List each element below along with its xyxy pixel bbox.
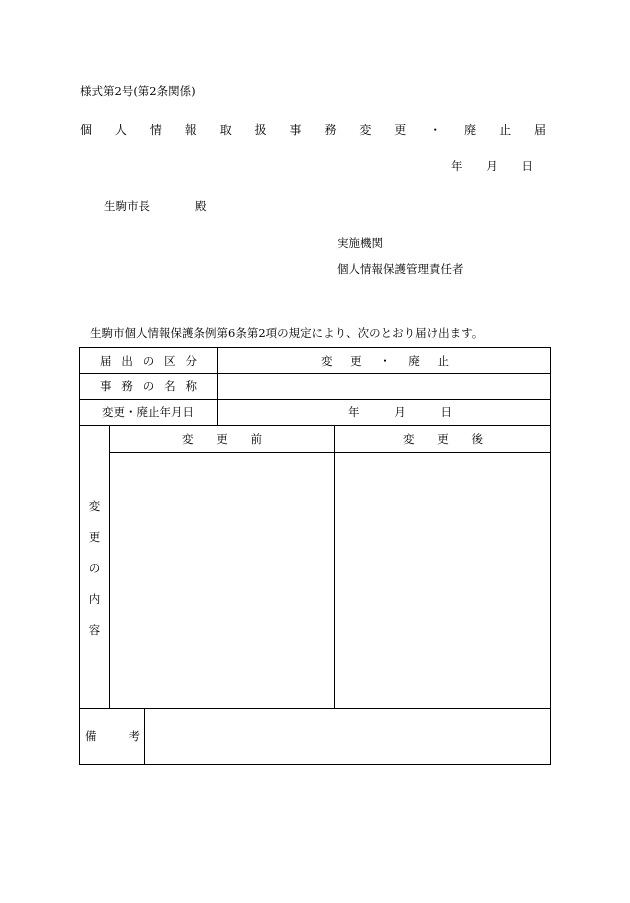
date-month-label: 月 xyxy=(486,159,498,173)
change-date-month: 月 xyxy=(394,405,406,419)
submission-type-label-char: 出 xyxy=(121,353,133,368)
change-content-label-char: 内 xyxy=(88,592,101,606)
affair-name-label xyxy=(100,373,197,399)
submission-type-label-char: の xyxy=(142,353,155,368)
affair-name-label-char: 事 xyxy=(100,379,112,393)
submission-type-value-char: 廃 xyxy=(408,353,420,368)
form-title-char: ・ xyxy=(429,123,442,137)
submission-type-value[interactable] xyxy=(321,348,449,373)
form-table xyxy=(79,347,551,765)
submission-type-label-char: 分 xyxy=(185,353,197,368)
form-number: 様式第2号(第2条関係) xyxy=(80,84,196,98)
addressee-name: 生駒市長 xyxy=(104,199,150,213)
remarks-label-char: 考 xyxy=(128,729,140,743)
form-title xyxy=(80,121,546,138)
change-content-label-char: 変 xyxy=(88,499,101,513)
form-title-char: 届 xyxy=(533,123,546,137)
form-title-char: 個 xyxy=(80,123,93,137)
change-date-day: 日 xyxy=(440,405,452,419)
remarks-label-char: 備 xyxy=(85,729,97,743)
sender-responsible-person: 個人情報保護管理責任者 xyxy=(337,262,464,276)
after-change-field[interactable] xyxy=(335,453,549,707)
change-content-label xyxy=(80,498,109,638)
after-change-header-char: 後 xyxy=(471,431,483,446)
submission-type-value-char: 更 xyxy=(350,353,362,368)
change-date-field[interactable] xyxy=(348,399,452,425)
table-rule xyxy=(217,348,218,425)
submission-type-value-char: ・ xyxy=(379,353,391,368)
form-title-char: 取 xyxy=(219,123,232,137)
submission-type-value-char: 止 xyxy=(437,353,449,368)
change-date-label: 変更・廃止年月日 xyxy=(102,405,194,419)
before-change-header-char: 前 xyxy=(250,431,262,446)
before-change-field[interactable] xyxy=(110,453,333,707)
form-title-char: 報 xyxy=(184,123,197,137)
affair-name-label-char: 称 xyxy=(185,379,197,393)
submission-type-label xyxy=(100,348,197,373)
intro-text: 生駒市個人情報保護条例第6条第2項の規定により、次のとおり届け出ます。 xyxy=(90,326,484,340)
date-year-label: 年 xyxy=(451,159,463,173)
form-title-char: 更 xyxy=(394,123,407,137)
submission-type-label-char: 区 xyxy=(164,353,176,368)
change-date-year: 年 xyxy=(348,405,360,419)
before-change-header-char: 変 xyxy=(182,431,194,446)
after-change-header-char: 変 xyxy=(403,431,415,446)
date-line xyxy=(451,158,533,174)
date-day-label: 日 xyxy=(521,159,533,173)
form-title-char: 廃 xyxy=(464,123,477,137)
form-title-char: 扱 xyxy=(254,123,267,137)
remarks-label xyxy=(85,708,140,764)
sender-organization: 実施機関 xyxy=(337,236,383,250)
table-rule xyxy=(144,708,145,764)
submission-type-value-char: 変 xyxy=(321,353,333,368)
after-change-header xyxy=(403,425,483,452)
submission-type-label-char: 届 xyxy=(100,353,112,368)
affair-name-label-char: 名 xyxy=(164,379,176,393)
form-title-char: 止 xyxy=(499,123,512,137)
affair-name-label-char: の xyxy=(142,379,155,393)
form-title-char: 人 xyxy=(114,123,127,137)
change-content-label-char: 容 xyxy=(88,623,101,637)
before-change-header xyxy=(182,425,262,452)
form-title-char: 変 xyxy=(359,123,372,137)
change-content-label-char: の xyxy=(88,561,101,575)
before-change-header-char: 更 xyxy=(216,431,228,446)
change-content-label-char: 更 xyxy=(88,530,101,544)
after-change-header-char: 更 xyxy=(437,431,449,446)
affair-name-label-char: 務 xyxy=(121,379,133,393)
remarks-field[interactable] xyxy=(146,708,548,764)
form-title-char: 務 xyxy=(324,123,337,137)
form-title-char: 情 xyxy=(149,123,162,137)
form-title-char: 事 xyxy=(289,123,302,137)
affair-name-field[interactable] xyxy=(222,373,542,399)
addressee-honorific: 殿 xyxy=(195,199,207,213)
